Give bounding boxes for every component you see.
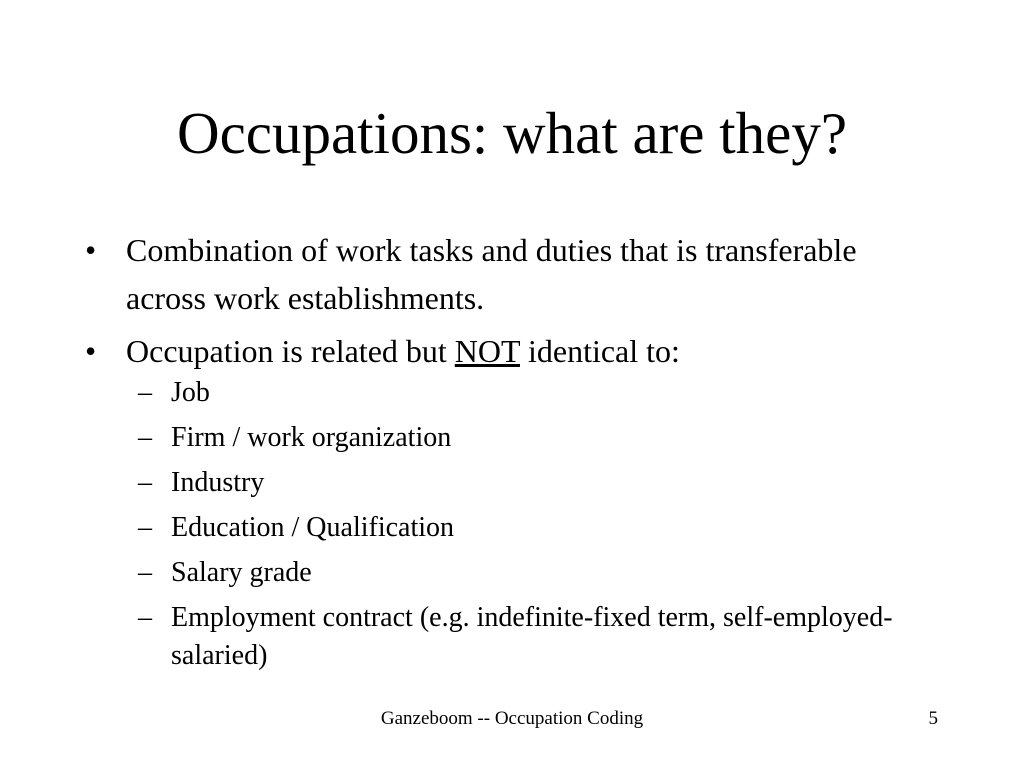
sub-marker: – [138,557,152,588]
emphasis-not: NOT [454,333,520,369]
bullet-item [0,226,1024,322]
sub-item [0,554,1024,592]
bullet-marker: • [85,232,97,268]
sub-item [0,464,1024,502]
bullet-text-after: identical to: [519,333,680,369]
bullet-item [0,327,1024,375]
sub-item [0,509,1024,547]
sub-item [0,599,1024,675]
sub-list [0,374,1024,675]
sub-marker: – [138,602,152,633]
sub-item [0,374,1024,412]
sub-item-text: Industry [171,467,265,498]
bullet-marker: • [85,333,97,369]
sub-item-text: Education / Qualification [171,512,455,543]
bullet-text: Combination of work tasks and duties that is transferable across work establishments. [126,232,857,316]
sub-item-text: Salary grade [171,557,312,588]
page-number: 5 [928,708,938,729]
sub-item-text: Firm / work organization [171,422,452,453]
sub-marker: – [138,377,152,408]
sub-item-text: Employment contract (e.g. indefinite-fixed term, self-employed-salaried) [171,602,893,671]
bullet-text-before: Occupation is related but [126,333,455,369]
sub-marker: – [138,467,152,498]
slide-title: Occupations: what are they? [176,100,848,166]
sub-item [0,419,1024,457]
sub-item-text: Job [171,377,210,408]
sub-marker: – [138,422,152,453]
sub-marker: – [138,512,152,543]
footer-text: Ganzeboom -- Occupation Coding [380,708,644,729]
slide-body [0,226,1024,675]
